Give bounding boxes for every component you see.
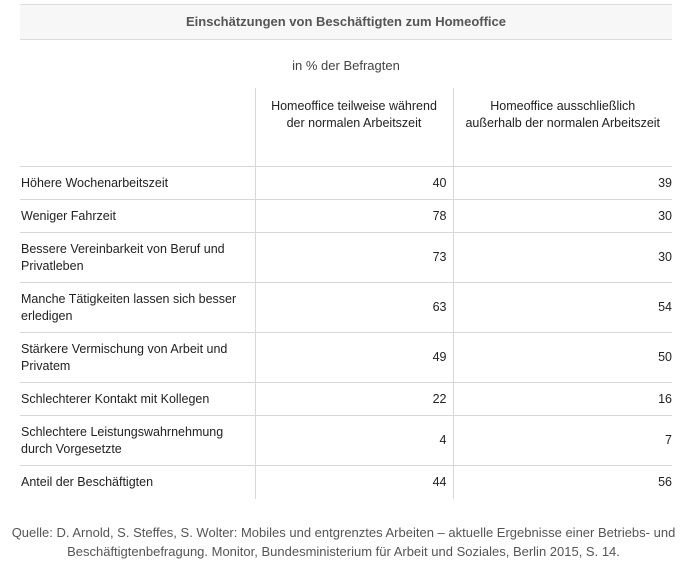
source-note: Quelle: D. Arnold, S. Steffes, S. Wolter: Mobiles und entgrenztes Arbeiten – aktuelle Ergebnisse einer Betriebs- und Beschäftigtenbefragung. Monitor, Bundesministerium für Arbeit und Soziales, Berlin 2015, S. 14. — [11, 525, 676, 559]
value-cell: 16 — [453, 383, 672, 416]
value-cell: 73 — [255, 233, 453, 283]
value-cell: 44 — [255, 466, 453, 499]
value-cell: 30 — [453, 233, 672, 283]
table-row — [20, 383, 672, 416]
value-cell: 30 — [453, 200, 672, 233]
value-cell: 54 — [453, 283, 672, 333]
chart-container — [20, 0, 672, 499]
row-label: Manche Tätigkeiten lassen sich besser erledigen — [21, 291, 237, 323]
row-label: Schlechtere Leistungswahrnehmung durch Vorgesetzte — [21, 424, 224, 456]
value-cell: 7 — [453, 416, 672, 466]
table-row — [20, 333, 672, 383]
table-row — [20, 233, 672, 283]
column-header-1: Homeoffice teilweise während der normalen Arbeitszeit — [255, 88, 453, 167]
value-cell: 63 — [255, 283, 453, 333]
table-row — [20, 283, 672, 333]
value-cell: 56 — [453, 466, 672, 499]
row-label: Weniger Fahrzeit — [21, 208, 116, 223]
header-row — [20, 88, 672, 167]
table-row — [20, 466, 672, 499]
row-label: Schlechterer Kontakt mit Kollegen — [21, 391, 210, 406]
row-label: Bessere Vereinbarkeit von Beruf und Privatleben — [21, 241, 225, 273]
header-empty-cell — [20, 88, 255, 167]
chart-title: Einschätzungen von Beschäftigten zum Homeoffice — [20, 4, 672, 40]
column-header-2: Homeoffice ausschließlich außerhalb der normalen Arbeitszeit — [453, 88, 672, 167]
value-cell: 78 — [255, 200, 453, 233]
table-row — [20, 416, 672, 466]
value-cell: 22 — [255, 383, 453, 416]
data-table — [20, 88, 672, 499]
value-cell: 50 — [453, 333, 672, 383]
table-row — [20, 200, 672, 233]
value-cell: 39 — [453, 167, 672, 200]
row-label: Höhere Wochenarbeitszeit — [21, 175, 169, 190]
chart-subtitle: in % der Befragten — [292, 58, 400, 73]
row-label: Anteil der Beschäftigten — [21, 474, 154, 489]
value-cell: 40 — [255, 167, 453, 200]
value-cell: 49 — [255, 333, 453, 383]
value-cell: 4 — [255, 416, 453, 466]
table-row — [20, 167, 672, 200]
row-label: Stärkere Vermischung von Arbeit und Privatem — [21, 341, 228, 373]
